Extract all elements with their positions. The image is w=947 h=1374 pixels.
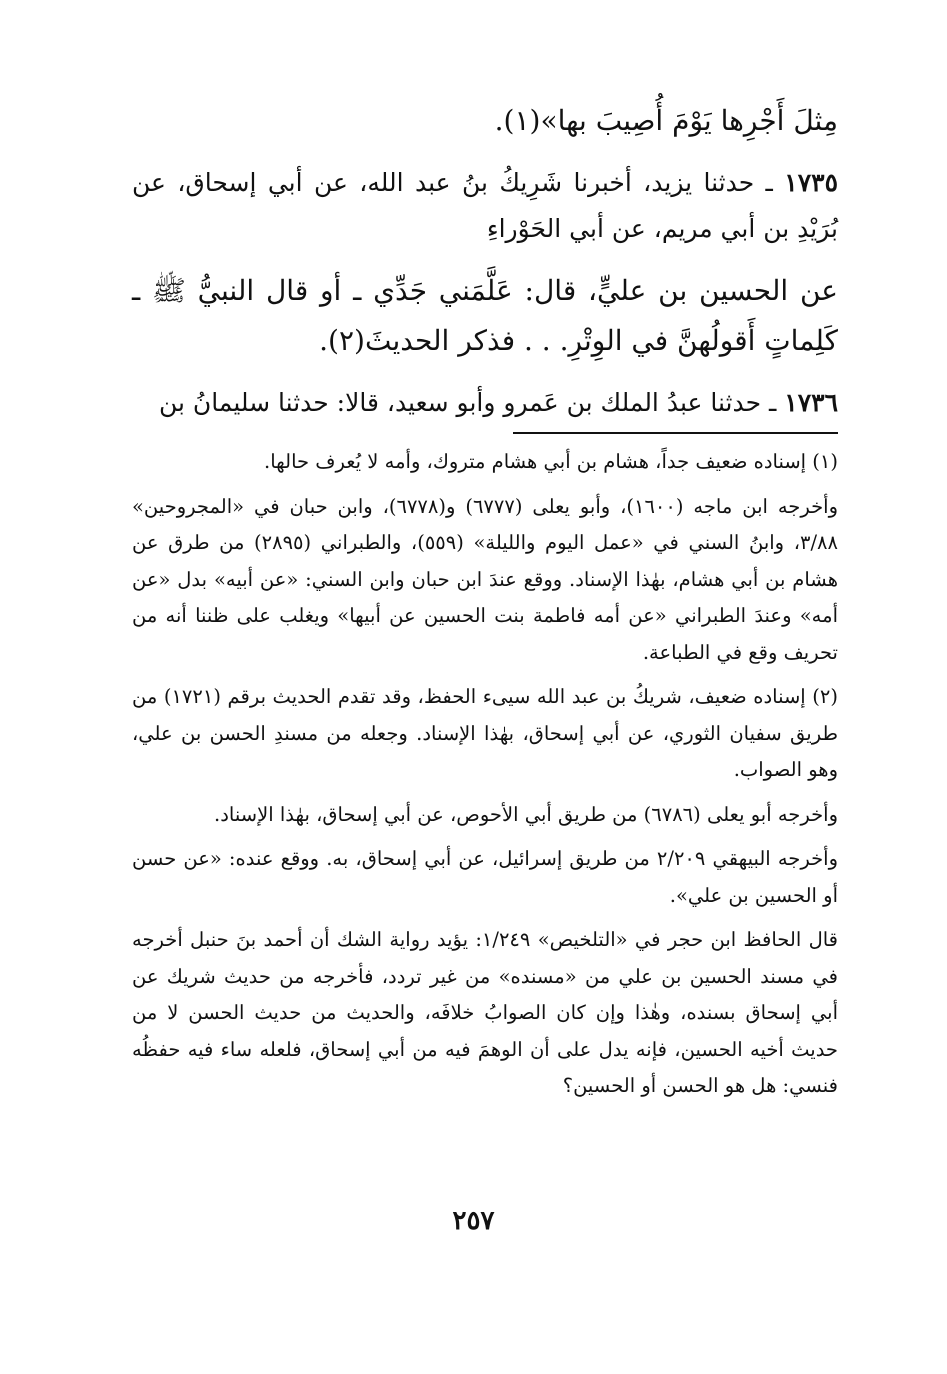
hadith-number: ١٧٣٦ <box>784 388 838 417</box>
hadith-isnad: ـ حدثنا عبدُ الملك بن عَمرو وأبو سعيد، قالا: حدثنا سليمانُ بن <box>158 388 777 417</box>
footnote-paragraph: قال الحافظ ابن حجر في «التلخيص» ١/٢٤٩: يؤيد رواية الشك أن أحمد بنَ حنبل أخرجه في مسند الحسين بن علي من «مسنده» من غير تردد، فأخرجه من حديث شريك عن أبي إسحاق بسنده، وهٰذا وإن كان الصوابُ خلافَه، والحديث من حديث الحسن لا من حديث أخيه الحسين، فإنه يدل على أن الوهمَ فيه من أبي إسحاق، فلعله ساء فيه حفظُه فنسي: هل هو الحسن أو الحسين؟ <box>132 928 838 1097</box>
footnote-paragraph: وأخرجه ابن ماجه (١٦٠٠)، وأبو يعلى (٦٧٧٧) و(٦٧٧٨)، وابن حبان في «المجروحين» ٣/٨٨، وابنُ السني في «عمل اليوم والليلة» (٥٥٩)، والطبراني (٢٨٩٥) من طرق عن هشام بن أبي هشام، بهٰذا الإسناد. ووقع عندَ ابن حبان وابن السني: «عن أبيه» بدل «عن أمه» وعندَ الطبراني «عن أمه فاطمة بنت الحسين عن أبيها» ويغلب على ظننا أنه من تحريف وقع في الطباعة. <box>132 494 838 664</box>
continued-line: مِثلَ أَجْرِها يَوْمَ أُصِيبَ بها»(١). <box>494 104 838 137</box>
footnote-paragraph: وأخرجه أبو يعلى (٦٧٨٦) من طريق أبي الأحوص، عن أبي إسحاق، بهٰذا الإسناد. <box>214 802 838 826</box>
footnote-paragraph: (١) إسناده ضعيف جداً، هشام بن أبي هشام متروك، وأمه لا يُعرف حالها. <box>264 450 838 473</box>
footnote-paragraph: وأخرجه البيهقي ٢/٢٠٩ من طريق إسرائيل، عن أبي إسحاق، به. ووقع عنده: «عن حسن أو الحسين بن علي». <box>132 847 838 907</box>
hadith-1735-matn: عن الحسين بن عليٍّ، قال: عَلَّمَني جَدِّي ـ أو قال النبيُّ ﷺ ـ كَلِماتٍ أَقولُهنَّ في الوِتْرِ. . . فذكر الحديثَ(٢). <box>132 274 838 357</box>
hadith-isnad: ـ حدثنا يزيد، أخبرنا شَرِيكُ بنُ عبد الله، عن أبي إسحاق، عن بُرَيْدِ بن أبي مريم، عن أبي الحَوْراءِ <box>132 168 838 243</box>
footnote-paragraph: (٢) إسناده ضعيف، شريكُ بن عبد الله سيىء الحفظ، وقد تقدم الحديث برقم (١٧٢١) من طريق سفيان الثوري، عن أبي إسحاق، بهٰذا الإسناد. وجعله من مسندِ الحسن بن علي، وهو الصواب. <box>132 685 838 781</box>
footnotes <box>132 444 838 1105</box>
hadith-number: ١٧٣٥ <box>784 168 838 197</box>
hadith-1735 <box>132 160 838 252</box>
footnote-divider <box>513 432 838 434</box>
main-text <box>132 96 838 426</box>
hadith-1736 <box>132 380 838 426</box>
page-number: ٢٥٧ <box>452 1206 495 1236</box>
page-body <box>132 96 838 1113</box>
